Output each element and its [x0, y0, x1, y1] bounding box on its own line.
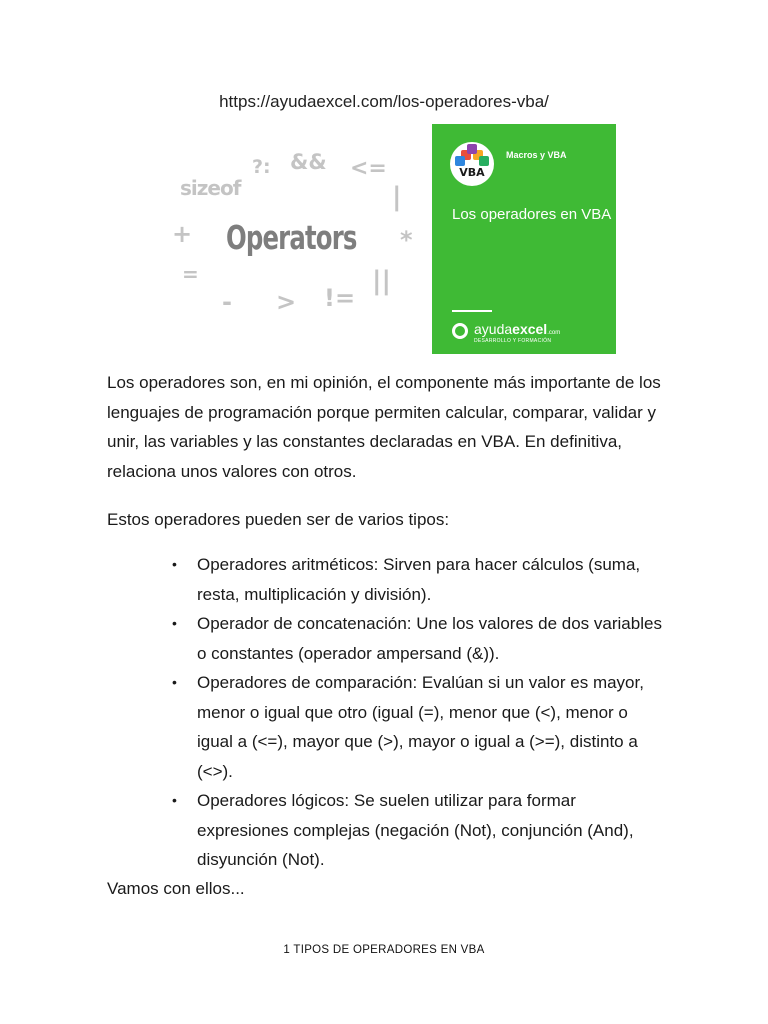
- symbol-gt: >: [276, 288, 297, 316]
- category-label: Macros y VBA: [506, 150, 567, 160]
- source-url[interactable]: https://ayudaexcel.com/los-operadores-vba/: [219, 92, 549, 111]
- operators-illustration: [170, 124, 432, 354]
- list-item: • Operadores de comparación: Evalúan si un valor es mayor, menor o igual que otro (igual (=), menor que (<), menor o igual a (<=), mayor que (>), mayor o igual a (>=), distinto a (<>).: [168, 668, 668, 786]
- symbol-plus: +: [172, 220, 193, 248]
- vba-logo-icon: [450, 142, 494, 186]
- divider: [452, 310, 492, 312]
- list-item: • Operador de concatenación: Une los valores de dos variables o constantes (operador ampersand (&)).: [168, 609, 668, 668]
- intro-paragraph: Los operadores son, en mi opinión, el componente más importante de los lenguajes de programación porque permiten calcular, comparar, validar y unir, las variables y las constantes declaradas en VBA. En definitiva, relaciona unos valores con otros.: [107, 373, 661, 481]
- green-title-panel: [432, 124, 616, 354]
- operator-types-list: [168, 550, 668, 875]
- bullet-icon: •: [172, 792, 177, 808]
- bullet-icon: •: [172, 556, 177, 572]
- brand-name: ayudaexcel.com: [474, 321, 561, 337]
- banner-heading: Los operadores en VBA: [452, 206, 612, 223]
- symbol-neq: !=: [324, 284, 356, 312]
- symbol-or: ||: [372, 266, 391, 296]
- closing-line: Vamos con ellos...: [107, 879, 245, 898]
- bullet-icon: •: [172, 674, 177, 690]
- symbol-multiply: *: [400, 226, 413, 254]
- symbol-ternary: ?:: [252, 156, 271, 178]
- article-banner-image: [170, 124, 616, 354]
- types-intro: Estos operadores pueden ser de varios tipos:: [107, 510, 450, 529]
- symbol-minus: -: [222, 288, 232, 316]
- ayudaexcel-logo-icon: [452, 323, 468, 339]
- toc-entry[interactable]: 1 TIPOS DE OPERADORES EN VBA: [283, 944, 485, 956]
- symbol-sizeof: sizeof: [180, 176, 241, 200]
- symbol-pipe: |: [392, 182, 402, 212]
- list-item: • Operadores aritméticos: Sirven para hacer cálculos (suma, resta, multiplicación y división).: [168, 550, 668, 609]
- symbol-and: &&: [290, 150, 327, 174]
- list-item: • Operadores lógicos: Se suelen utilizar para formar expresiones complejas (negación (Not), conjunción (And), disyunción (Not).: [168, 786, 668, 875]
- symbol-lte: <=: [350, 156, 387, 181]
- bullet-icon: •: [172, 615, 177, 631]
- symbol-equals: =: [182, 262, 199, 286]
- vba-logo-text: VBA: [459, 166, 485, 179]
- operators-title: Operators: [226, 218, 357, 257]
- brand-tagline: DESARROLLO Y FORMACIÓN: [474, 338, 552, 344]
